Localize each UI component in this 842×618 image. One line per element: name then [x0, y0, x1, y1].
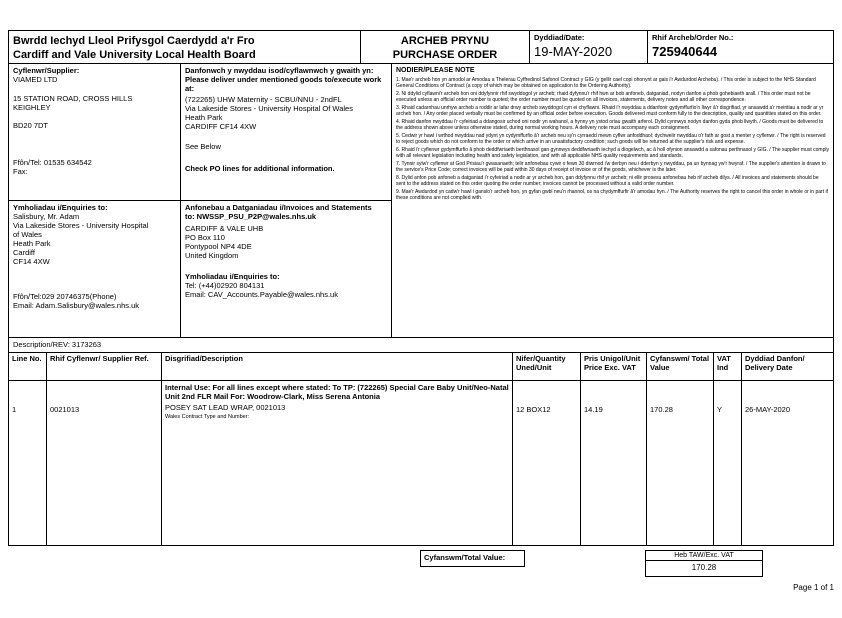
invoices-address-line: United Kingdom: [185, 251, 239, 260]
terms-item: 4. Rhaid danfon nwyddau i'r cyfeiriad a ddangosir uchod oni nodir yn wahanol, a hynny yn ystod oriau gwaith arferol. Dylid cynnwys nodyn danfon gyda phob llwyth. / Goods must be delivered to the address shown above unless otherwise stated, during normal working hours. A delivery note must accompany each consignment.: [396, 119, 824, 131]
line-no-value: 1: [12, 405, 17, 414]
delivery-address-line: (722265) UHW Maternity - SCBU/NNU - 2ndFL: [185, 95, 342, 104]
terms-item: 8. Dylid anfon pob anfoneb a datganiad i'r cyfeiriad a nodir ar yr archeb hon, gan ddyfynnu rhif yr archeb; ni ellir prosesu anfonebau heb rif archeb dilys. / All invoices and statements should be sent to the address stated on this order quoting the order number; invoices cannot be processed without a valid order number.: [396, 175, 819, 187]
enquiries-contact: Salisbury, Mr. Adam: [13, 212, 80, 221]
col-header-description: Disgrifiad/Description: [161, 352, 513, 381]
net-total-box: [645, 550, 763, 577]
col-header-line-no: Line No.: [8, 352, 47, 381]
terms-item: 2. Ni ddylid cyflawni'r archeb hon oni ddyfynnir rhif swyddogol yr archeb; rhaid dyfynnu'r rhif hwn ar bob anfoneb, datganiad, nodyn danfon a phob gohebiaeth arall. / This order must not be executed unless an official order number is quoted; the order number must be quoted on all invoices, statements, delivery notes and all other correspondence.: [396, 91, 811, 103]
col-header-unit-price: Pris Unigol/Unit Price Exc. VAT: [580, 352, 647, 381]
net-total-label: Heb TAW/Exc. VAT: [646, 551, 762, 561]
supplier-address-line: 15 STATION ROAD, CROSS HILLS: [13, 94, 133, 103]
supplier-name: VIAMED LTD: [13, 75, 58, 84]
order-date-cell: [529, 30, 648, 64]
enquiries-address-line: Heath Park: [13, 239, 51, 248]
supplier-phone: Ffôn/Tel: 01535 634542: [13, 158, 92, 167]
doc-title-english: PURCHASE ORDER: [392, 49, 498, 61]
col-header-vat-ind: VAT Ind: [713, 352, 742, 381]
invoices-tel: Tel: (+44)02920 804131: [185, 281, 265, 290]
invoices-email: Email: CAV_Accounts.Payable@wales.nhs.uk: [185, 290, 338, 299]
invoices-cell: [180, 200, 392, 338]
enquiries-address-line: of Wales: [13, 230, 42, 239]
table-cell-line-no: [8, 380, 47, 546]
description-item: POSEY SAT LEAD WRAP, 0021013: [165, 403, 286, 412]
total-value-value: 170.28: [650, 405, 673, 414]
supplier-ref-value: 0021013: [50, 405, 80, 414]
quantity-value: 12 BOX12: [516, 405, 551, 414]
net-total-value: 170.28: [691, 563, 717, 572]
invoices-address-line: PO Box 110: [185, 233, 225, 242]
page-number: Page 1 of 1: [793, 583, 834, 592]
enquiries-address-line: CF14 4XW: [13, 257, 50, 266]
delivery-label-welsh: Danfonwch y nwyddau isod/cyflawnwch y gwaith yn:: [185, 66, 374, 75]
order-number-value: 725940644: [652, 44, 718, 59]
table-cell-supplier-ref: [46, 380, 162, 546]
table-cell-total-value: [646, 380, 714, 546]
enquiries-address-line: Cardiff: [13, 248, 35, 257]
delivery-address-line: Heath Park: [185, 113, 223, 122]
table-cell-vat-ind: [713, 380, 742, 546]
delivery-see-below: See Below: [185, 142, 221, 151]
terms-item: 1. Mae'r archeb hon yn amodol ar Amodau a Thelerau Cyffredinol Safonol Contract y GIG (y gellir cael copi ohonynt ar gais i'r Awdurdod Archebu). / This order is subject to the NHS Standard General Conditions of Contract (a copy of which may be obtained on application to the Ordering Authority).: [396, 77, 816, 89]
doc-title-cell: [360, 30, 530, 64]
invoices-email-to: to: NWSSP_PSU_P2P@wales.nhs.uk: [185, 212, 317, 221]
notes-title: NODIER/PLEASE NOTE: [396, 67, 475, 74]
supplier-label: Cyflenwr/Supplier:: [13, 66, 80, 75]
notes-cell: [391, 63, 834, 338]
order-number-cell: [647, 30, 834, 64]
col-header-supplier-ref: Rhif Cyflenwr/ Supplier Ref.: [46, 352, 162, 381]
enquiries-cell: [8, 200, 181, 338]
supplier-fax: Fax:: [13, 167, 28, 176]
grand-total-label: Cyfanswm/Total Value:: [420, 550, 525, 567]
delivery-cell: [180, 63, 392, 201]
terms-item: 3. Rhaid cadarnhau unrhyw archeb a roddir ar lafar drwy archeb swyddogol cyn ei chyflawni. Rhaid i'r nwyddau a ddanfonir gydymffurfio'n llwyr â'r disgrifiad, yr ansawdd a'r meintiau a nodir ar yr archeb hon. / Any order placed verbally must be confirmed by an official order before execution. Goods delivered must conform fully to the description, quality and quantities stated on this order.: [396, 105, 824, 117]
supplier-address-line: KEIGHLEY: [13, 103, 51, 112]
table-cell-description: [161, 380, 513, 546]
invoices-enquiries-label: Ymholiadau i/Enquiries to:: [185, 272, 280, 281]
delivery-label-english: Please deliver under mentioned goods to/execute work at:: [185, 75, 382, 93]
delivery-address-line: CARDIFF CF14 4XW: [185, 122, 257, 131]
table-cell-unit-price: [580, 380, 647, 546]
unit-price-value: 14.19: [584, 405, 603, 414]
doc-title-welsh: ARCHEB PRYNU: [400, 35, 490, 47]
delivery-address-line: Via Lakeside Stores - University Hospital Of Wales: [185, 104, 353, 113]
table-cell-quantity: [512, 380, 581, 546]
col-header-quantity: Nifer/Quantity Uned/Unit: [512, 352, 581, 381]
invoices-address-line: CARDIFF & VALE UHB: [185, 224, 264, 233]
table-cell-delivery-date: [741, 380, 834, 546]
org-name-cell: [8, 30, 361, 64]
enquiries-address-line: Via Lakeside Stores - University Hospital: [13, 221, 149, 230]
order-number-label: Rhif Archeb/Order No.:: [652, 33, 734, 42]
supplier-postcode: BD20 7DT: [13, 121, 49, 130]
col-header-delivery-date: Dyddiad Danfon/ Delivery Date: [741, 352, 834, 381]
org-name-welsh: Bwrdd Iechyd Lleol Prifysgol Caerdydd a'r Fro: [13, 35, 255, 47]
invoices-label: Anfonebau a Datganiadau i/Invoices and Statements: [185, 203, 372, 212]
vat-ind-value: Y: [717, 405, 723, 414]
order-date-value: 19-MAY-2020: [534, 44, 613, 59]
enquiries-label: Ymholiadau i/Enquiries to:: [13, 203, 108, 212]
terms-item: 5. Cedwir yr hawl i wrthod nwyddau nad ydynt yn cydymffurfio â'r archeb neu sy'n cyrraedd mewn cyflwr anfoddhaol; dychwelir nwyddau o'r fath ar gost a menter y cyflenwr. / The right is reserved to reject goods which do not conform to the order or which arrive in an unsatisfactory condition; such goods will be returned at the supplier's risk and expense.: [396, 133, 826, 145]
enquiries-phone: Ffôn/Tel:029 20746375(Phone): [13, 292, 117, 301]
invoices-address-line: Pontypool NP4 4DE: [185, 242, 252, 251]
description-internal-use: Internal Use: For all lines except where stated: To TP: (722265) Special Care Baby Unit/Neo-Natal Unit 2nd FLR Mail For: Woodrow-Clark, Miss Serena Antonia: [165, 383, 509, 401]
terms-item: 7. Tynnir sylw'r cyflenwr at God Prisiau'r gwasanaeth; telir anfonebau cywir o fewn 30 diwrnod i'w derbyn neu i dderbyn y nwyddau, pa un bynnag yw'r hwyraf. / The supplier's attention is drawn to the service's Price Code; correct invoices will be paid within 30 days of receipt of invoice or of the goods, whichever is the later.: [396, 161, 826, 173]
description-contract: Wales Contract Type and Number:: [165, 414, 250, 420]
terms-list: [396, 77, 829, 201]
supplier-cell: [8, 63, 181, 201]
delivery-date-value: 26-MAY-2020: [745, 405, 791, 414]
col-header-total-value: Cyfanswm/ Total Value: [646, 352, 714, 381]
enquiries-email: Email: Adam.Salisbury@wales.nhs.uk: [13, 301, 139, 310]
terms-item: 6. Rhaid i'r cyflenwr gydymffurfio â phob deddfwriaeth berthnasol gan gynnwys deddfwriaeth iechyd a diogelwch, ac â holl ofynion ansawdd a safonau perthnasol y GIG. / The supplier must comply with all relevant legislation including health and safety legislation, and with all applicable NHS quality requirements and standards.: [396, 147, 829, 159]
description-rev-row: Description/REV: 3173263: [8, 337, 834, 353]
delivery-note: Check PO lines for additional information.: [185, 164, 335, 173]
org-name-english: Cardiff and Vale University Local Health Board: [13, 49, 256, 61]
terms-item: 9. Mae'r Awdurdod yn cadw'r hawl i ganslo'r archeb hon, yn gyfan gwbl neu'n rhannol, os na chydymffurfir â'r amodau hyn. / The Authority reserves the right to cancel this order in whole or in part if these conditions are not complied with.: [396, 189, 828, 201]
order-date-label: Dyddiad/Date:: [534, 33, 585, 42]
